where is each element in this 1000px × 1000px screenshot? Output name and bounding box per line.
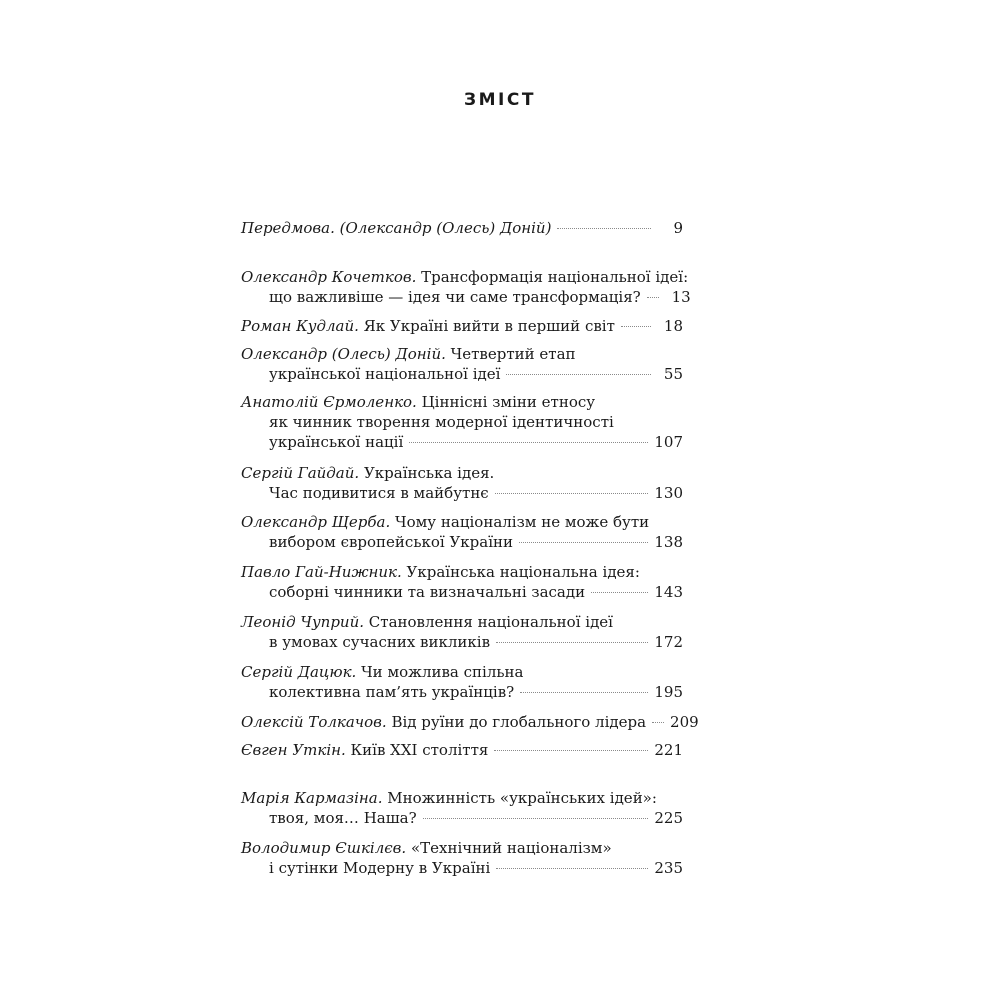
dot-leader	[520, 692, 648, 693]
page-number: 143	[654, 583, 683, 601]
dot-leader	[621, 326, 651, 327]
toc-line	[241, 682, 683, 702]
toc-title: Четвертий етап	[445, 345, 576, 363]
page-title: ЗМІСТ	[464, 90, 536, 110]
page-number: 235	[654, 859, 683, 877]
toc-author: Євген Уткін.	[241, 741, 346, 759]
page-number: 225	[654, 809, 683, 827]
toc-title: Українська ідея.	[359, 464, 495, 482]
toc-entry	[241, 612, 683, 652]
page-number: 172	[654, 633, 683, 651]
toc-title: вибором європейської України	[269, 533, 514, 551]
page-number: 130	[654, 484, 683, 502]
toc-author: Передмова. (Олександр (Олесь) Доній)	[241, 219, 552, 237]
toc-line	[241, 662, 683, 682]
toc-entry	[241, 662, 683, 702]
page-number: 138	[654, 533, 683, 551]
toc-title: Від руїни до глобального лідера	[386, 713, 647, 731]
toc-title: твоя, моя… Наша?	[269, 809, 417, 827]
toc-line	[241, 267, 689, 287]
dot-leader	[495, 493, 649, 494]
toc-title: «Технічний націоналізм»	[406, 839, 612, 857]
toc-author: Олексій Толкачов.	[241, 713, 387, 731]
toc-title: Київ XXI століття	[345, 741, 489, 759]
toc-entry	[241, 267, 691, 307]
toc-entry	[241, 316, 683, 336]
toc-line	[241, 808, 683, 828]
toc-line	[241, 392, 683, 412]
page-number: 209	[670, 713, 699, 731]
toc-author: Володимир Єшкілєв.	[241, 839, 407, 857]
dot-leader	[557, 228, 651, 229]
toc-title: української національної ідеї	[269, 365, 501, 383]
toc-title: колективна пам’ять українців?	[269, 683, 515, 701]
toc-author: Олександр Щерба.	[241, 513, 391, 531]
toc-author: Павло Гай-Нижник.	[241, 563, 402, 581]
toc-line	[241, 412, 683, 432]
toc-entry	[241, 712, 699, 732]
toc-line	[241, 483, 683, 503]
toc-author: Анатолій Єрмоленко.	[241, 393, 417, 411]
dot-leader	[409, 442, 648, 443]
toc-title: Українська національна ідея:	[401, 563, 640, 581]
dot-leader	[506, 374, 651, 375]
toc-title: що важливіше — ідея чи саме трансформація?	[269, 288, 641, 306]
page-number: 195	[654, 683, 683, 701]
toc-entry	[241, 344, 683, 384]
toc-title: Трансформація національної ідеї:	[416, 268, 689, 286]
toc-entry	[241, 838, 683, 878]
toc-line	[241, 632, 683, 652]
toc-title: соборні чинники та визначальні засади	[269, 583, 586, 601]
toc-entry	[241, 788, 683, 828]
dot-leader	[423, 818, 649, 819]
toc-title: Становлення національної ідеї	[364, 613, 613, 631]
toc-entry	[241, 512, 683, 552]
page-number: 18	[663, 317, 683, 335]
toc-line	[241, 788, 683, 808]
toc-title: в умовах сучасних викликів	[269, 633, 491, 651]
toc-entry	[241, 740, 683, 760]
dot-leader	[494, 750, 648, 751]
toc-title: Час подивитися в майбутнє	[269, 484, 489, 502]
toc-line	[241, 582, 683, 602]
toc-entry	[241, 562, 683, 602]
toc-title: Ціннісні зміни етносу	[416, 393, 596, 411]
toc-entry	[241, 218, 683, 238]
toc-entry	[241, 392, 683, 452]
page-number: 221	[654, 741, 683, 759]
dot-leader	[496, 868, 648, 869]
toc-title: Чи можлива спільна	[356, 663, 524, 681]
toc-line	[241, 858, 683, 878]
page-number: 107	[654, 433, 683, 451]
toc-title: української нації	[269, 433, 404, 451]
toc-line	[241, 344, 683, 364]
toc-author: Олександр (Олесь) Доній.	[241, 345, 446, 363]
toc-line	[241, 463, 683, 483]
dot-leader	[519, 542, 648, 543]
dot-leader	[591, 592, 648, 593]
toc-line	[241, 740, 683, 760]
toc-title: Множинність «українських ідей»:	[382, 789, 657, 807]
toc-author: Роман Кудлай.	[241, 317, 359, 335]
dot-leader	[496, 642, 648, 643]
toc-line	[241, 364, 683, 384]
toc-title: і сутінки Модерну в Україні	[269, 859, 491, 877]
dot-leader	[647, 297, 659, 298]
toc-title: Чому націоналізм не може бути	[390, 513, 650, 531]
toc-entry	[241, 463, 683, 503]
page-number: 13	[671, 288, 691, 306]
toc-line	[241, 838, 683, 858]
toc-line	[241, 712, 699, 732]
toc-author: Леонід Чуприй.	[241, 613, 365, 631]
toc-line	[241, 532, 683, 552]
toc-author: Олександр Кочетков.	[241, 268, 417, 286]
toc-author: Сергій Дацюк.	[241, 663, 357, 681]
toc-line	[241, 512, 683, 532]
toc-line	[241, 612, 683, 632]
toc-title: Як Україні вийти в перший світ	[358, 317, 615, 335]
toc-line	[241, 218, 683, 238]
toc-line	[241, 432, 683, 452]
toc-title: як чинник творення модерної ідентичності	[269, 413, 614, 431]
toc-line	[241, 287, 691, 307]
page-number: 9	[673, 219, 683, 237]
dot-leader	[652, 722, 664, 723]
toc-author: Сергій Гайдай.	[241, 464, 360, 482]
page-number: 55	[663, 365, 683, 383]
toc-line	[241, 316, 683, 336]
toc-line	[241, 562, 683, 582]
toc-author: Марія Кармазіна.	[241, 789, 383, 807]
